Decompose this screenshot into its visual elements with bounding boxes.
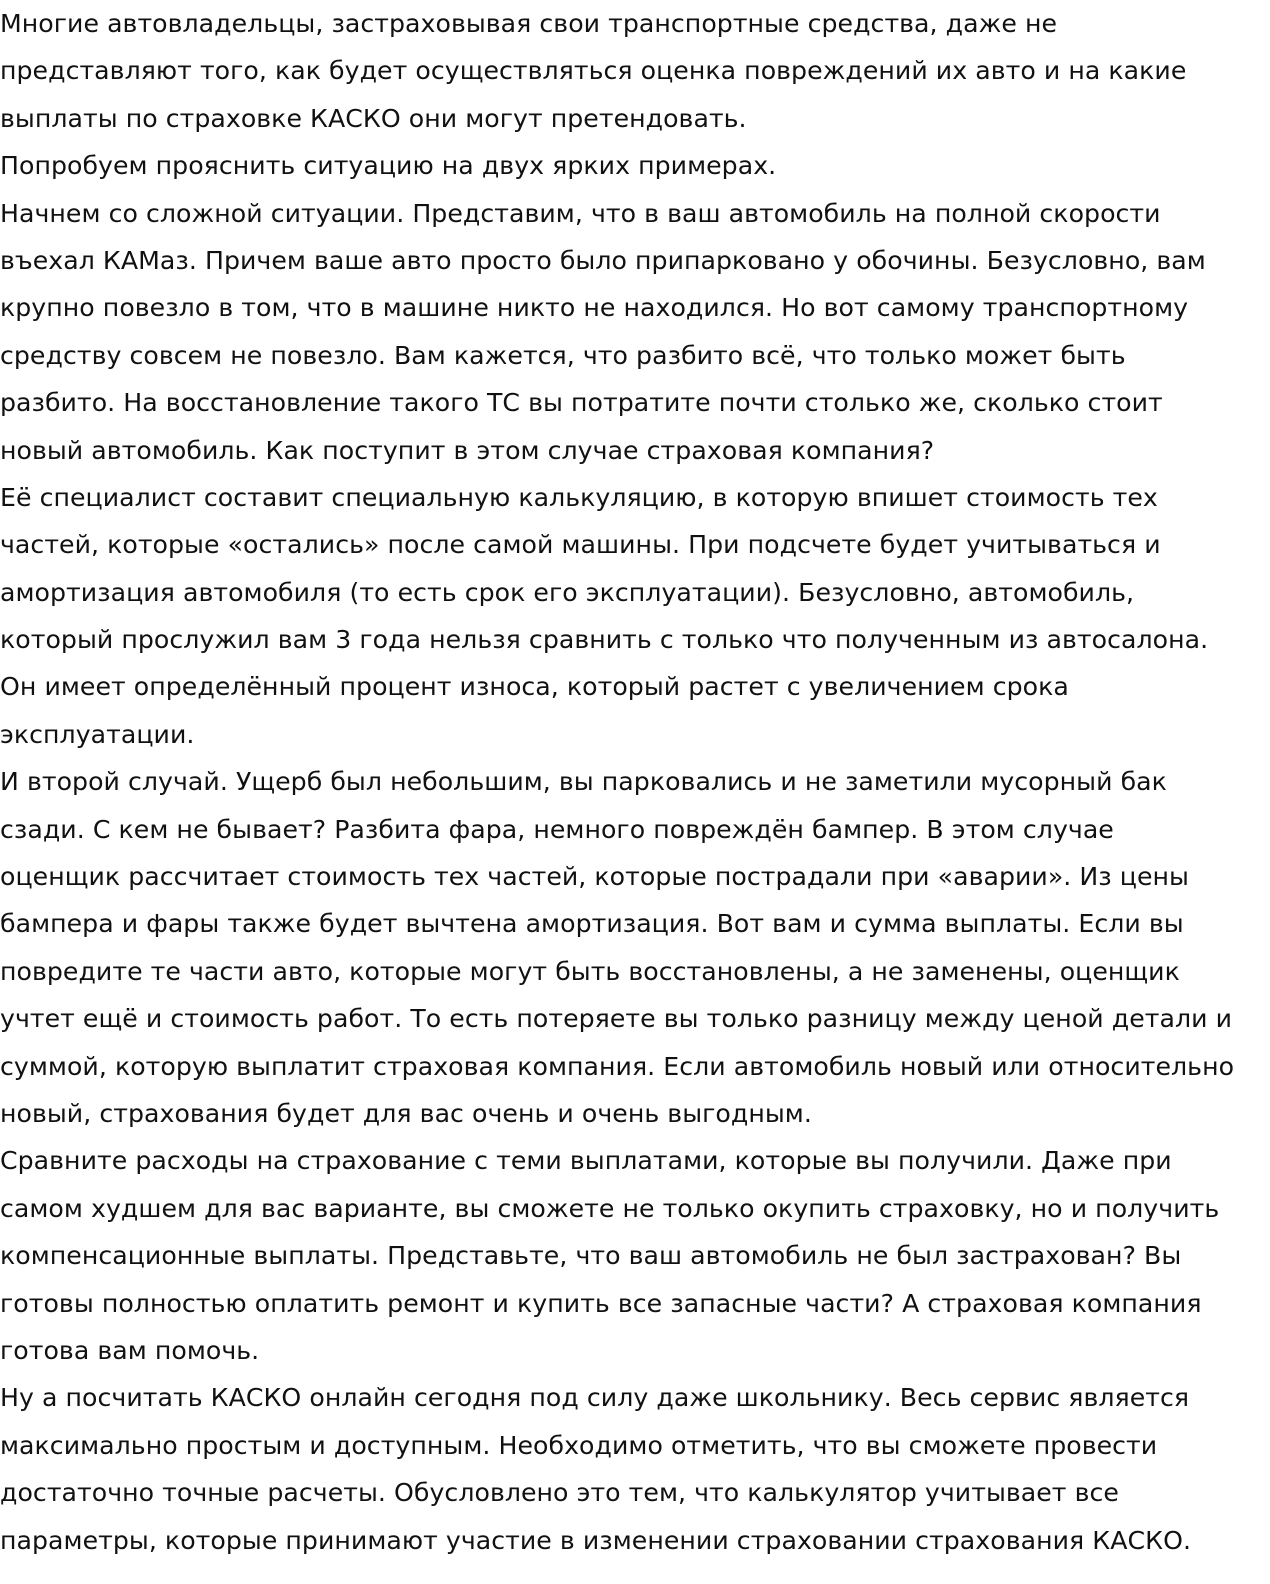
text-line: оценщик рассчитает стоимость тех частей, которые пострадали при «аварии». Из цены [0,862,1189,892]
text-line: Сравните расходы на страхование с теми выплатами, которые вы получили. Даже при [0,1146,1172,1176]
paragraph-online-calc [0,1374,1270,1564]
text-line: И второй случай. Ущерб был небольшим, вы парковались и не заметили мусорный бак [0,767,1167,797]
text-line: новый, страхования будет для вас очень и очень выгодным. [0,1098,812,1128]
paragraph-intro [0,0,1270,142]
paragraph-specialist [0,474,1270,758]
text-line: который прослужил вам 3 года нельзя сравнить с только что полученным из автосалона. [0,625,1209,655]
text-line: компенсационные выплаты. Представьте, что ваш автомобиль не был застрахован? Вы [0,1241,1182,1271]
paragraph-first-case [0,190,1270,474]
text-line: выплаты по страховке КАСКО они могут претендовать. [0,103,747,133]
text-line: Её специалист составит специальную калькуляцию, в которую впишет стоимость тех [0,482,1158,512]
text-line: готовы полностью оплатить ремонт и купить все запасные части? А страховая компания [0,1288,1202,1318]
text-line: представляют того, как будет осуществляться оценка повреждений их авто и на какие [0,56,1187,86]
text-line: готова вам помочь. [0,1335,260,1365]
text-line: учтет ещё и стоимость работ. То есть потеряете вы только разницу между ценой детали и [0,1004,1233,1034]
text-line: Ну а посчитать КАСКО онлайн сегодня под силу даже школьнику. Весь сервис является [0,1383,1190,1413]
text-line: частей, которые «остались» после самой машины. При подсчете будет учитываться и [0,530,1161,560]
text-line: Начнем со сложной ситуации. Представим, что в ваш автомобиль на полной скорости [0,198,1161,228]
text-line: бампера и фары также будет вычтена амортизация. Вот вам и сумма выплаты. Если вы [0,909,1184,939]
paragraph-second-case [0,758,1270,1137]
text-line: Многие автовладельцы, застраховывая свои транспортные средства, даже не [0,9,1058,38]
text-line: самом худшем для вас варианте, вы сможете не только окупить страховку, но и получить [0,1193,1220,1223]
text-line: Попробуем прояснить ситуацию на двух ярких примерах. [0,151,777,181]
paragraph-compare [0,1137,1270,1374]
text-line: максимально простым и доступным. Необходимо отметить, что вы сможете провести [0,1430,1158,1460]
text-line: новый автомобиль. Как поступит в этом случае страховая компания? [0,435,935,465]
text-line: повредите те части авто, которые могут быть восстановлены, а не заменены, оценщик [0,956,1180,986]
text-line: Он имеет определённый процент износа, который растет с увеличением срока [0,672,1069,702]
text-line: въехал КАМаз. Причем ваше авто просто было припарковано у обочины. Безусловно, вам [0,245,1206,275]
text-line: параметры, которые принимают участие в изменении страховании страхования КАСКО. [0,1525,1191,1555]
text-line: разбито. На восстановление такого ТС вы потратите почти столько же, сколько стоит [0,388,1163,418]
text-line: амортизация автомобиля (то есть срок его эксплуатации). Безусловно, автомобиль, [0,577,1135,607]
text-line: суммой, которую выплатит страховая компания. Если автомобиль новый или относительно [0,1051,1235,1081]
text-line: крупно повезло в том, что в машине никто не находился. Но вот самому транспортному [0,293,1189,323]
text-line: достаточно точные расчеты. Обусловлено это тем, что калькулятор учитывает все [0,1478,1119,1508]
text-line: эксплуатации. [0,719,195,749]
text-line: сзади. С кем не бывает? Разбита фара, немного повреждён бампер. В этом случае [0,814,1114,844]
text-line: средству совсем не повезло. Вам кажется, что разбито всё, что только может быть [0,340,1126,370]
paragraph-examples-intro [0,142,1270,189]
